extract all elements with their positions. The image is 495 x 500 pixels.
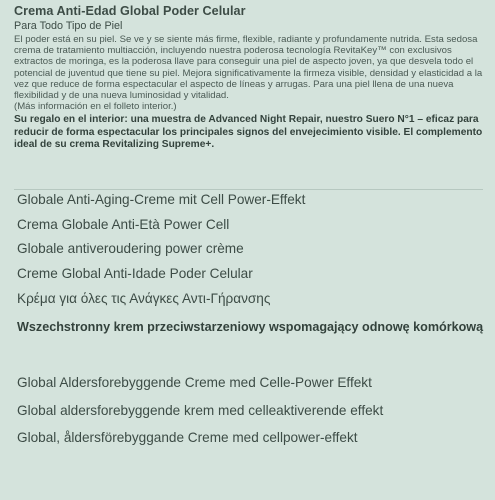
translation-italian: Crema Globale Anti-Età Power Cell	[17, 217, 230, 232]
translation-danish: Global Aldersforebyggende Creme med Celle-Power Effekt	[17, 375, 372, 390]
product-subtitle: Para Todo Tipo de Piel	[14, 20, 123, 32]
translation-portuguese: Creme Global Anti-Idade Poder Celular	[17, 266, 253, 281]
translation-polish: Wszechstronny krem przeciwstarzeniowy wspomagający odnowę komórkową	[17, 320, 484, 334]
gift-notice: Su regalo en el interior: una muestra de Advanced Night Repair, nuestro Suero N°1 – eficaz para reducir de forma espectacular los principales signos del envejecimiento visible. El complemento ideal de su crema Revitalizing Supreme+.	[14, 114, 483, 151]
translation-norwegian: Global aldersforebyggende krem med celleaktiverende effekt	[17, 403, 384, 418]
translation-german: Globale Anti-Aging-Creme mit Cell Power-Effekt	[17, 192, 306, 207]
translation-greek: Κρέμα για όλες τις Ανάγκες Αντι-Γήρανσης	[17, 291, 271, 306]
product-title: Crema Anti-Edad Global Poder Celular	[14, 4, 246, 18]
translation-swedish: Global, åldersförebyggande Creme med cellpower-effekt	[17, 430, 358, 445]
translation-dutch: Globale antiveroudering power crème	[17, 241, 244, 256]
leaflet-note: (Más información en el folleto interior.)	[14, 101, 177, 113]
product-description: El poder está en su piel. Se ve y se siente más firme, flexible, radiante y profundamente nutrida. Esta sedosa crema de tratamiento multiacción, incluyendo nuestra poderosa tecnología RevitaKey™ con exclusivos extractos de moringa, es la poderosa llave para conseguir una piel de aspecto joven, ya que desvela todo el potencial de juventud que tiene su piel. Mejora significativamente la firmeza visible, densidad y elasticidad a la vez que reduce de forma espectacular el aspecto de líneas y arrugas. Para una piel llena de una nueva flexibilidad y de una nueva luminosidad y vitalidad.	[14, 34, 483, 102]
spanish-section	[14, 4, 483, 190]
